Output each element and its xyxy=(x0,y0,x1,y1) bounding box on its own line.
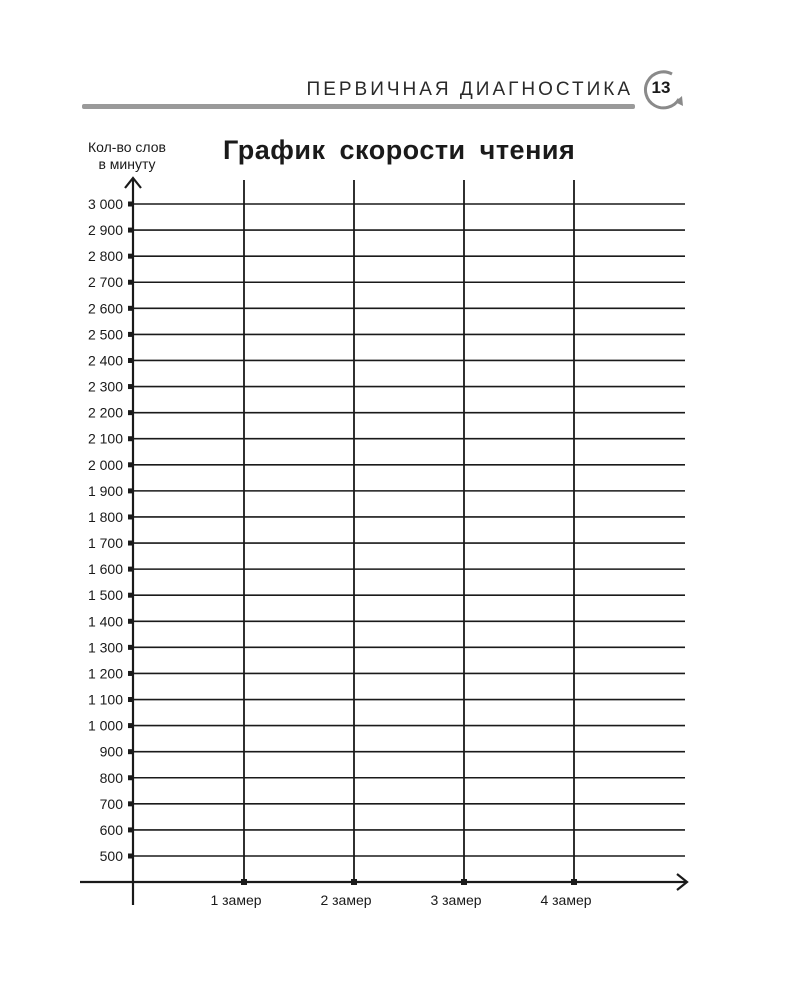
y-tick-label: 1 500 xyxy=(87,587,123,604)
y-tick-label: 2 000 xyxy=(87,456,123,473)
y-axis-caption-line-2: в минуту xyxy=(98,156,156,172)
y-tick-label: 800 xyxy=(99,769,123,786)
y-tick-label: 700 xyxy=(99,795,123,812)
y-tick-label: 900 xyxy=(99,743,123,760)
y-tick-label: 2 200 xyxy=(87,404,123,421)
running-head-title: ПЕРВИЧНАЯ ДИАГНОСТИКА xyxy=(306,79,633,100)
y-tick-label: 1 400 xyxy=(87,613,123,630)
x-tick-label: 3 замер xyxy=(430,892,482,908)
y-tick-label: 1 900 xyxy=(87,482,123,499)
y-tick-label: 2 600 xyxy=(87,300,123,317)
x-tick-label: 1 замер xyxy=(210,892,262,908)
y-tick-label: 500 xyxy=(99,848,123,864)
y-tick-label: 2 800 xyxy=(87,248,123,265)
y-tick-label: 1 100 xyxy=(87,691,123,708)
y-tick-label: 1 300 xyxy=(87,639,123,656)
y-tick-label: 1 700 xyxy=(87,535,123,552)
y-tick-label: 2 100 xyxy=(87,430,123,447)
y-tick-label: 2 700 xyxy=(87,274,123,291)
y-tick-label: 3 000 xyxy=(87,196,123,212)
y-axis-caption-line-1: Кол-во слов xyxy=(88,139,166,155)
y-tick-label: 2 500 xyxy=(87,326,123,343)
y-tick-label: 600 xyxy=(99,821,123,838)
y-tick-label: 2 900 xyxy=(87,222,123,239)
y-tick-label: 1 600 xyxy=(87,561,123,578)
page-number: 13 xyxy=(651,78,671,97)
y-tick-label: 2 300 xyxy=(87,378,123,395)
chart-title: График скорости чтения xyxy=(223,135,576,165)
y-tick-label: 2 400 xyxy=(87,352,123,369)
y-tick-label: 1 000 xyxy=(87,717,123,734)
y-tick-label: 1 200 xyxy=(87,665,123,682)
x-tick-label: 4 замер xyxy=(540,892,592,908)
y-tick-label: 1 800 xyxy=(87,508,123,525)
x-tick-label: 2 замер xyxy=(320,892,372,908)
